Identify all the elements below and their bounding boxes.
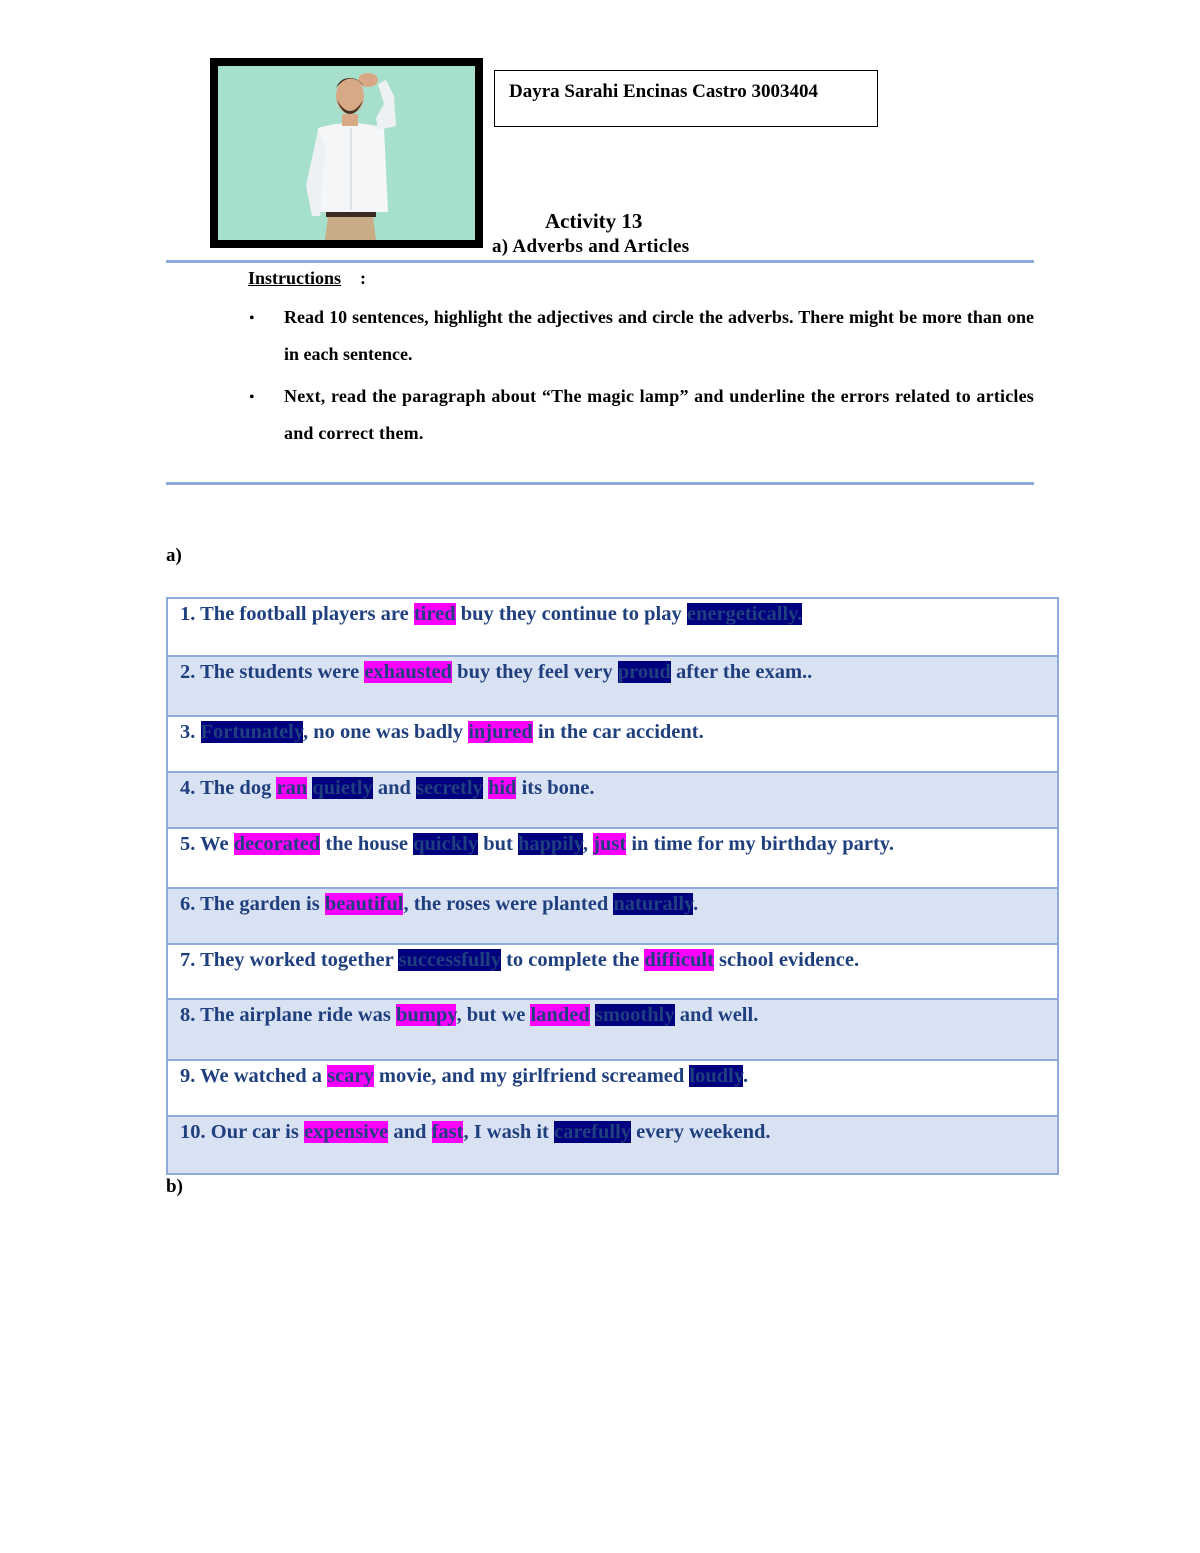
adverb-highlight: Fortunately [200,721,303,743]
adjective-highlight: hid [487,777,517,799]
adjective-highlight: injured [468,721,533,743]
adjective-highlight: tired [413,603,456,625]
adjective-highlight: decorated [233,833,321,855]
confused-man-photo [218,66,475,240]
sentences-table [166,597,1059,1175]
instruction-item: Read 10 sentences, highlight the adjectives and circle the adverbs. There might be more than one in each sentence. [284,307,1034,364]
activity-subtitle: a) Adverbs and Articles [492,236,690,257]
student-name: Dayra Sarahi Encinas Castro 3003404 [509,81,818,102]
adjective-highlight: fast [431,1121,464,1143]
activity-title: Activity 13 [545,209,643,233]
section-b-label: b) [166,1176,183,1197]
sentence-row: 3. Fortunately, no one was badly injured in the car accident. [168,717,1057,773]
sentence-row: 9. We watched a scary movie, and my girlfriend screamed loudly. [168,1061,1057,1117]
adverb-highlight: secretly [416,777,483,799]
adverb-highlight: happily [517,833,583,855]
sentence-row: 1. The football players are tired buy they continue to play energetically. [168,599,1057,657]
adjective-highlight: exhausted [364,661,453,683]
sentence-row: 7. They worked together successfully to complete the difficult school evidence. [168,945,1057,1000]
adverb-highlight: energetically. [686,603,803,625]
adverb-highlight: naturally [613,893,694,915]
sentence-row: 4. The dog ran quietly and secretly hid its bone. [168,773,1057,829]
top-divider [166,260,1034,263]
bullet-icon: • [249,389,255,406]
adverb-highlight: smoothly [594,1004,675,1026]
sentence-row: 5. We decorated the house quickly but happily, just in time for my birthday party. [168,829,1057,889]
adverb-highlight: loudly [689,1065,743,1087]
adjective-highlight: scary [327,1065,374,1087]
adjective-highlight: landed [530,1004,590,1026]
sentence-row: 2. The students were exhausted buy they feel very proud after the exam.. [168,657,1057,717]
adverb-highlight: quickly [413,833,479,855]
adjective-highlight: beautiful [324,893,404,915]
confused-man-illustration [218,66,475,240]
adverb-highlight: successfully [398,949,501,971]
instruction-item: Next, read the paragraph about “The magic lamp” and underline the errors related to articles and correct them. [284,386,1034,443]
student-name-box [494,70,878,127]
adverb-highlight: carefully [554,1121,632,1143]
bottom-divider [166,482,1034,485]
adverb-highlight: proud [617,661,671,683]
instructions-colon: : [360,268,366,288]
adverb-highlight: quietly [312,777,373,799]
adjective-highlight: expensive [303,1121,389,1143]
adjective-highlight: just [593,833,627,855]
adjective-highlight: difficult [644,949,714,971]
adjective-highlight: bumpy [396,1004,457,1026]
sentence-row: 6. The garden is beautiful, the roses were planted naturally. [168,889,1057,945]
header-photo-frame [210,58,483,248]
bullet-icon: • [249,310,255,327]
adjective-highlight: ran [276,777,308,799]
sentence-row: 8. The airplane ride was bumpy, but we landed smoothly and well. [168,1000,1057,1061]
section-a-label: a) [166,545,182,566]
sentence-row: 10. Our car is expensive and fast, I wash it carefully every weekend. [168,1117,1057,1173]
instructions-heading: Instructions [248,268,342,288]
